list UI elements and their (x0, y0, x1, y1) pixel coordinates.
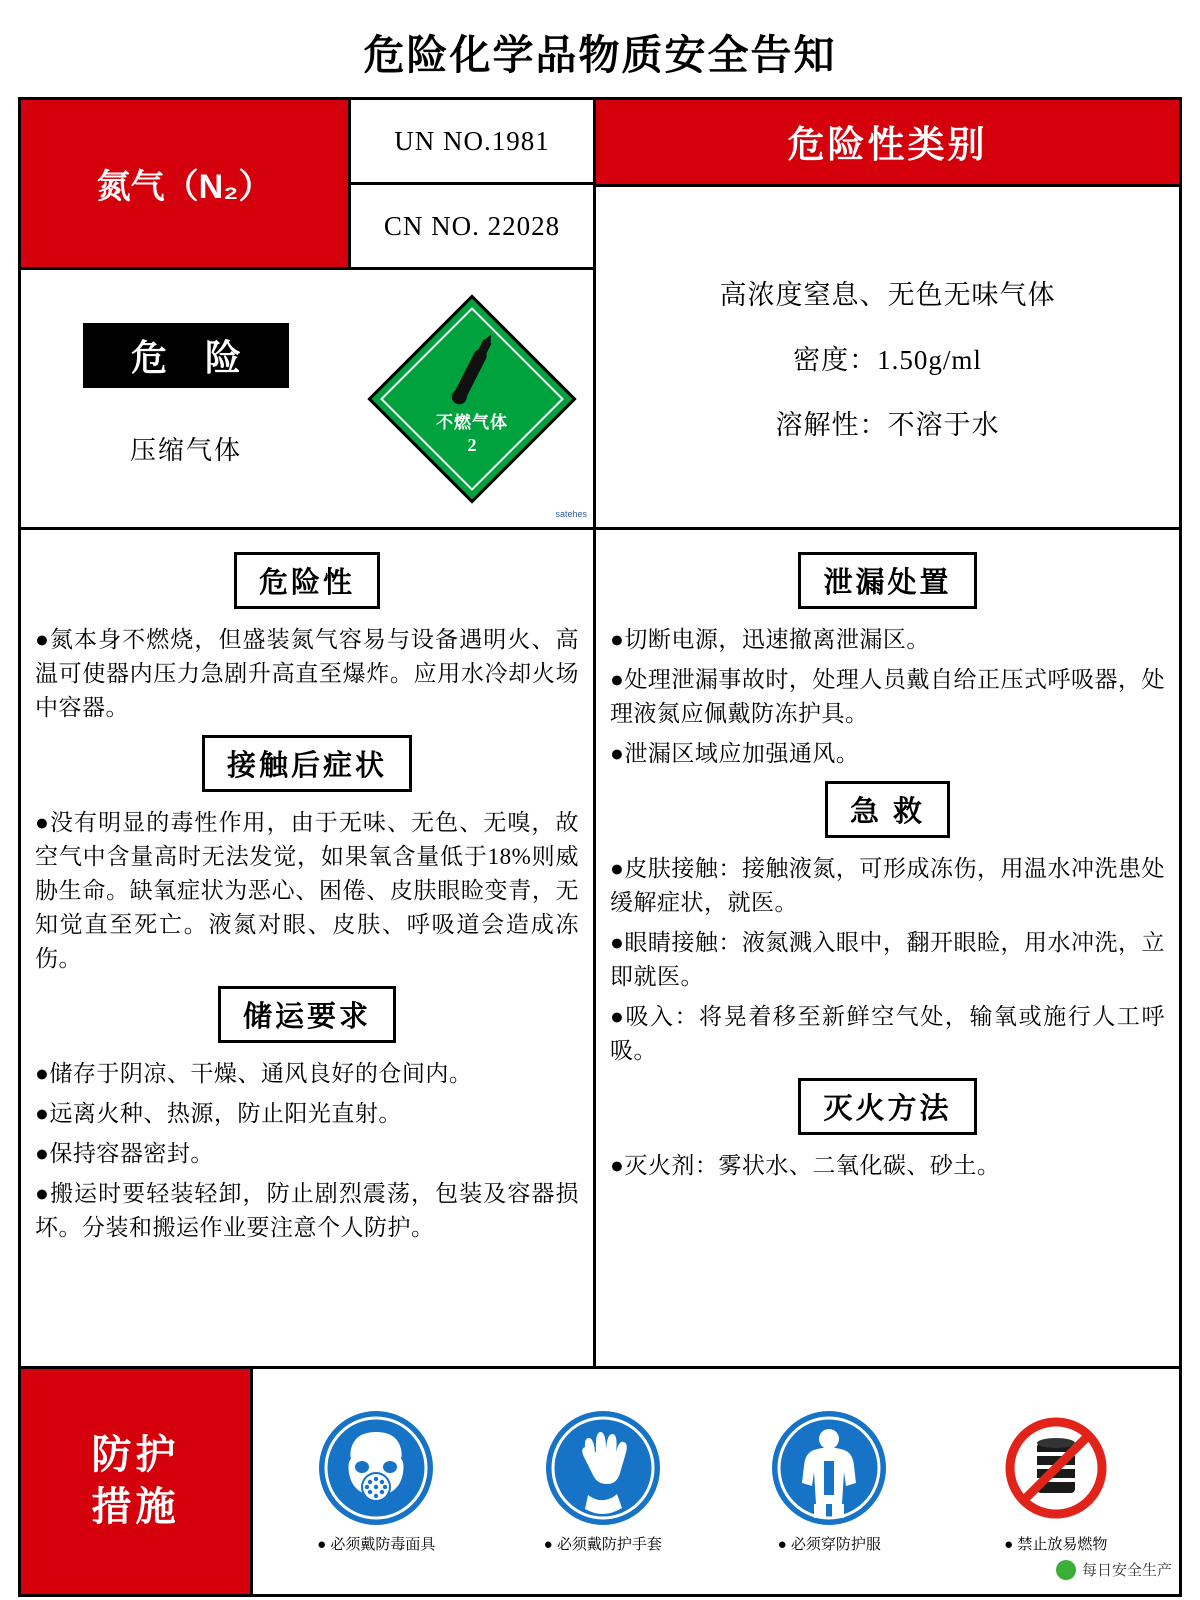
cn-number: CN NO. 22028 (383, 210, 561, 241)
section-text-firstaid-1: ●皮肤接触：接触液氮，可形成冻伤，用温水冲洗患处缓解症状，就医。 (610, 856, 1165, 916)
left-column (21, 530, 596, 1366)
ppe-item-no-flammables (966, 1409, 1146, 1554)
section-text-storage-1: ●储存于阴凉、干燥、通风良好的仓间内。 (35, 1061, 473, 1087)
gas-mask-icon (317, 1409, 435, 1527)
un-number-box (351, 100, 593, 267)
ppe-label-line2: 措施 (91, 1484, 180, 1529)
top-section (21, 100, 1179, 530)
notice-board (18, 97, 1182, 1597)
right-column (596, 530, 1179, 1366)
section-text-fire-1: ●灭火剂：雾状水、二氧化碳、砂土。 (610, 1153, 1001, 1179)
section-title-leak: 泄漏处置 (798, 552, 976, 609)
section-text-storage-2: ●远离火种、热源，防止阳光直射。 (35, 1101, 402, 1127)
hazard-class-text: 压缩气体 (129, 435, 242, 465)
section-title-fire: 灭火方法 (798, 1078, 976, 1135)
hazard-category-heading: 危险性类别 (596, 100, 1179, 187)
no-flammables-icon (997, 1409, 1115, 1527)
chemical-name: 氮气（N₂） (21, 100, 351, 267)
section-text-leak-3: ●泄漏区域应加强通风。 (610, 741, 860, 767)
hazard-line-2: 密度：1.50g/ml (793, 344, 982, 375)
wechat-icon (1056, 1560, 1076, 1580)
ppe-label (21, 1369, 253, 1594)
wechat-account-name: 每日安全生产 (1081, 1562, 1172, 1579)
danger-row (21, 270, 593, 527)
content-section (21, 530, 1179, 1369)
gas-cylinder-icon (430, 330, 515, 415)
section-text-hazard: ●氮本身不燃烧，但盛装氮气容易与设备遇明火、高温可使器内压力急剧升高直至爆炸。应用水冷却火场中容器。 (35, 627, 579, 721)
hazard-line-3: 溶解性：不溶于水 (775, 409, 1000, 440)
identity-panel (21, 100, 596, 527)
ppe-caption-gloves: ● 必须戴防护手套 (543, 1536, 662, 1553)
section-text-symptoms: ●没有明显的毒性作用，由于无味、无色、无嗅，故空气中含量高时无法发觉，如果氧含量低于18%则威胁生命。缺氧症状为恶心、困倦、皮肤眼睑变青，无知觉直至死亡。液氮对眼、皮肤、呼吸道会造成冻伤。 (35, 810, 579, 972)
signal-word-badge: 危 险 (83, 323, 289, 388)
protective-suit-icon (770, 1409, 888, 1527)
un-number: UN NO.1981 (351, 100, 593, 185)
ppe-caption-no-flammables: ● 禁止放易燃物 (1004, 1536, 1108, 1553)
section-text-storage-3: ●保持容器密封。 (35, 1141, 214, 1167)
hazard-category-panel (596, 100, 1179, 527)
ppe-item-gas-mask (286, 1409, 466, 1554)
gloves-icon (544, 1409, 662, 1527)
ppe-items (253, 1369, 1179, 1594)
section-text-firstaid-3: ●吸入：将晃着移至新鲜空气处，输氧或施行人工呼吸。 (610, 1004, 1165, 1064)
ppe-label-line1: 防护 (91, 1433, 180, 1478)
page-title: 危险化学品物质安全告知 (363, 32, 837, 78)
section-title-firstaid: 急 救 (825, 781, 950, 838)
hazard-line-1: 高浓度窒息、无色无味气体 (719, 279, 1056, 310)
ppe-caption-suit: ● 必须穿防护服 (777, 1536, 881, 1553)
pictogram-area (351, 270, 593, 527)
ppe-item-gloves (513, 1409, 693, 1554)
hazard-category-body (596, 187, 1179, 527)
ppe-caption-gas-mask: ● 必须戴防毒面具 (317, 1536, 436, 1553)
pictogram-label: 不燃气体 (436, 412, 508, 432)
ppe-item-suit (739, 1409, 919, 1554)
non-flammable-gas-diamond-icon (367, 294, 576, 503)
danger-word-block (21, 270, 351, 527)
pictogram-class-number: 2 (467, 434, 477, 455)
section-title-storage: 储运要求 (218, 986, 396, 1043)
section-title-symptoms: 接触后症状 (202, 735, 412, 792)
section-title-hazard: 危险性 (234, 552, 380, 609)
section-text-storage-4: ●搬运时要轻装轻卸，防止剧烈震荡，包装及容器损坏。分装和搬运作业要注意个人防护。 (35, 1181, 579, 1241)
name-row (21, 100, 593, 270)
pictogram-watermark: satehes (555, 509, 587, 519)
wechat-footer (1056, 1559, 1172, 1580)
section-text-firstaid-2: ●眼睛接触：液氮溅入眼中，翻开眼睑，用水冲洗，立即就医。 (610, 930, 1165, 990)
section-text-leak-2: ●处理泄漏事故时，处理人员戴自给正压式呼吸器，处理液氮应佩戴防冻护具。 (610, 667, 1165, 727)
section-text-leak-1: ●切断电源，迅速撤离泄漏区。 (610, 627, 930, 652)
ppe-section (21, 1369, 1179, 1594)
